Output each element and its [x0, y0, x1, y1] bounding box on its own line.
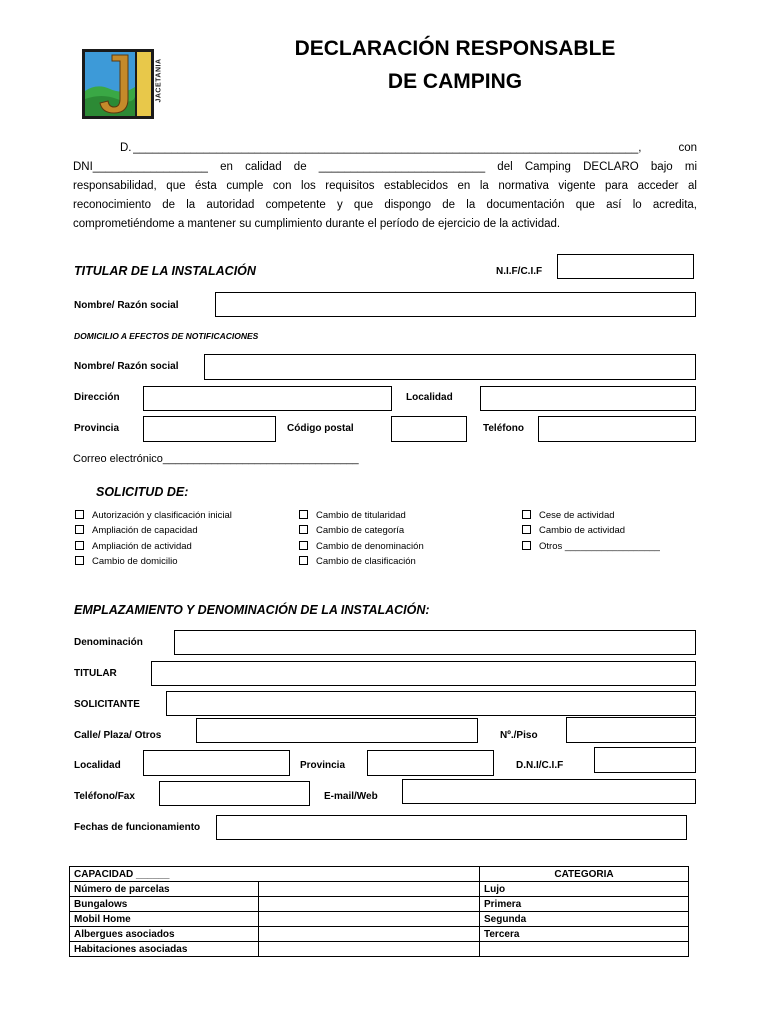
titular-label: TITULAR — [74, 668, 117, 679]
telefono-fax-label: Teléfono/Fax — [74, 791, 135, 802]
option-cambio-denominacion[interactable]: Cambio de denominación — [299, 541, 424, 552]
emplazamiento-heading: EMPLAZAMIENTO Y DENOMINACIÓN DE LA INSTALACIÓN: — [74, 603, 430, 617]
declaration-paragraph — [73, 139, 697, 234]
emplazamiento-provincia-input[interactable] — [367, 750, 494, 776]
declaration-prefix: D. — [120, 142, 132, 154]
table-row — [70, 927, 689, 942]
telefono-input[interactable] — [538, 416, 696, 442]
logo-text: JACETANIA — [155, 58, 163, 103]
calle-label: Calle/ Plaza/ Otros — [74, 730, 162, 741]
checkbox-icon[interactable] — [75, 541, 84, 550]
direccion-label: Dirección — [74, 392, 120, 403]
option-cambio-titularidad[interactable]: Cambio de titularidad — [299, 510, 406, 521]
logo-image — [82, 49, 154, 119]
checkbox-icon[interactable] — [299, 510, 308, 519]
option-autorizacion[interactable]: Autorización y clasificación inicial — [75, 510, 232, 521]
emplazamiento-localidad-input[interactable] — [143, 750, 290, 776]
email-web-input[interactable] — [402, 779, 696, 804]
row-label: Bungalows — [70, 897, 259, 912]
localidad-input[interactable] — [480, 386, 696, 411]
checkbox-icon[interactable] — [75, 510, 84, 519]
solicitante-input[interactable] — [166, 691, 696, 716]
declaration-line5: comprometiéndome a mantener su cumplimiento durante el período de ejercicio de la actividad. — [73, 218, 561, 230]
titular-heading: TITULAR DE LA INSTALACIÓN — [74, 264, 256, 278]
email-label-text: Correo electrónico — [73, 453, 163, 465]
row-value-cell[interactable] — [259, 897, 480, 912]
provincia-input[interactable] — [143, 416, 276, 442]
checkbox-icon[interactable] — [522, 541, 531, 550]
table-row — [70, 942, 689, 957]
checkbox-icon[interactable] — [75, 525, 84, 534]
option-ampliacion-actividad[interactable]: Ampliación de actividad — [75, 541, 192, 552]
capacidad-header: CAPACIDAD ______ — [70, 867, 480, 882]
direccion-input[interactable] — [143, 386, 392, 411]
email-blank[interactable]: ________________________________ — [162, 453, 359, 465]
row-label: Albergues asociados — [70, 927, 259, 942]
domicilio-heading: DOMICILIO A EFECTOS DE NOTIFICACIONES — [74, 331, 259, 341]
page-title-line2: DE CAMPING — [387, 70, 523, 93]
row-label: Número de parcelas — [70, 882, 259, 897]
capacidad-table — [69, 866, 689, 957]
fechas-label: Fechas de funcionamiento — [74, 822, 201, 833]
logo — [82, 49, 163, 119]
domicilio-nombre-input[interactable] — [204, 354, 696, 380]
piso-label: Nº./Piso — [500, 730, 538, 741]
row-label: Habitaciones asociadas — [70, 942, 259, 957]
dni-label: D.N.I/C.I.F — [516, 760, 564, 771]
table-row — [70, 897, 689, 912]
email-label — [73, 453, 359, 465]
categoria-header: CATEGORIA — [480, 867, 689, 882]
option-cese-actividad[interactable]: Cese de actividad — [522, 510, 615, 521]
localidad-emplazamiento-label: Localidad — [74, 760, 121, 771]
checkbox-icon[interactable] — [299, 541, 308, 550]
row-category[interactable] — [480, 942, 689, 957]
checkbox-icon[interactable] — [522, 510, 531, 519]
option-ampliacion-capacidad[interactable]: Ampliación de capacidad — [75, 525, 198, 536]
option-cambio-clasificacion[interactable]: Cambio de clasificación — [299, 556, 416, 567]
row-category[interactable]: Primera — [480, 897, 689, 912]
option-cambio-domicilio[interactable]: Cambio de domicilio — [75, 556, 178, 567]
nif-label: N.I.F/C.I.F — [496, 266, 543, 277]
table-row — [70, 882, 689, 897]
solicitud-heading: SOLICITUD DE: — [96, 485, 189, 499]
declaration-line4: reconocimiento de la autoridad competente y que dispongo de la documentación que así lo acredita, — [73, 199, 697, 211]
row-category[interactable]: Segunda — [480, 912, 689, 927]
fechas-input[interactable] — [216, 815, 687, 840]
titular-nif-input[interactable] — [557, 254, 694, 279]
provincia-emplazamiento-label: Provincia — [300, 760, 346, 771]
denominacion-input[interactable] — [174, 630, 696, 655]
row-category[interactable]: Lujo — [480, 882, 689, 897]
row-value-cell[interactable] — [259, 942, 480, 957]
option-otros[interactable]: Otros __________________ — [522, 541, 660, 552]
row-value-cell[interactable] — [259, 927, 480, 942]
emplazamiento-titular-input[interactable] — [151, 661, 696, 686]
table-row — [70, 912, 689, 927]
solicitante-label: SOLICITANTE — [74, 699, 140, 710]
codigo-postal-label: Código postal — [287, 423, 354, 434]
localidad-label: Localidad — [406, 392, 453, 403]
declaration-line1 — [73, 139, 697, 158]
titular-nombre-input[interactable] — [215, 292, 696, 317]
titular-nombre-label: Nombre/ Razón social — [74, 300, 179, 311]
checkbox-icon[interactable] — [299, 525, 308, 534]
checkbox-icon[interactable] — [299, 556, 308, 565]
row-value-cell[interactable] — [259, 912, 480, 927]
provincia-label: Provincia — [74, 423, 120, 434]
domicilio-nombre-label: Nombre/ Razón social — [74, 361, 179, 372]
page-title-line1: DECLARACIÓN RESPONSABLE — [294, 37, 616, 60]
piso-input[interactable] — [566, 717, 696, 743]
option-cambio-actividad[interactable]: Cambio de actividad — [522, 525, 625, 536]
option-cambio-categoria[interactable]: Cambio de categoría — [299, 525, 404, 536]
row-label: Mobil Home — [70, 912, 259, 927]
codigo-postal-input[interactable] — [391, 416, 467, 442]
row-value-cell[interactable] — [259, 882, 480, 897]
checkbox-icon[interactable] — [75, 556, 84, 565]
declaration-line2: DNI__________________ en calidad de __________________________ del Camping DECLARO bajo mi — [73, 161, 697, 173]
declaration-line3: responsabilidad, que ésta cumple con los requisitos establecidos en la normativa vigente para acceder al — [73, 180, 697, 192]
telefono-label: Teléfono — [483, 423, 524, 434]
table-header-row — [70, 867, 689, 882]
declaration-suffix: con — [678, 142, 697, 154]
checkbox-icon[interactable] — [522, 525, 531, 534]
declaration-name-blank: _______________________________________________________________________________, — [133, 142, 642, 154]
dni-input[interactable] — [594, 747, 696, 773]
row-category[interactable]: Tercera — [480, 927, 689, 942]
email-web-label: E-mail/Web — [324, 791, 378, 802]
calle-input[interactable] — [196, 718, 478, 743]
denominacion-label: Denominación — [74, 637, 143, 648]
telefono-fax-input[interactable] — [159, 781, 310, 806]
